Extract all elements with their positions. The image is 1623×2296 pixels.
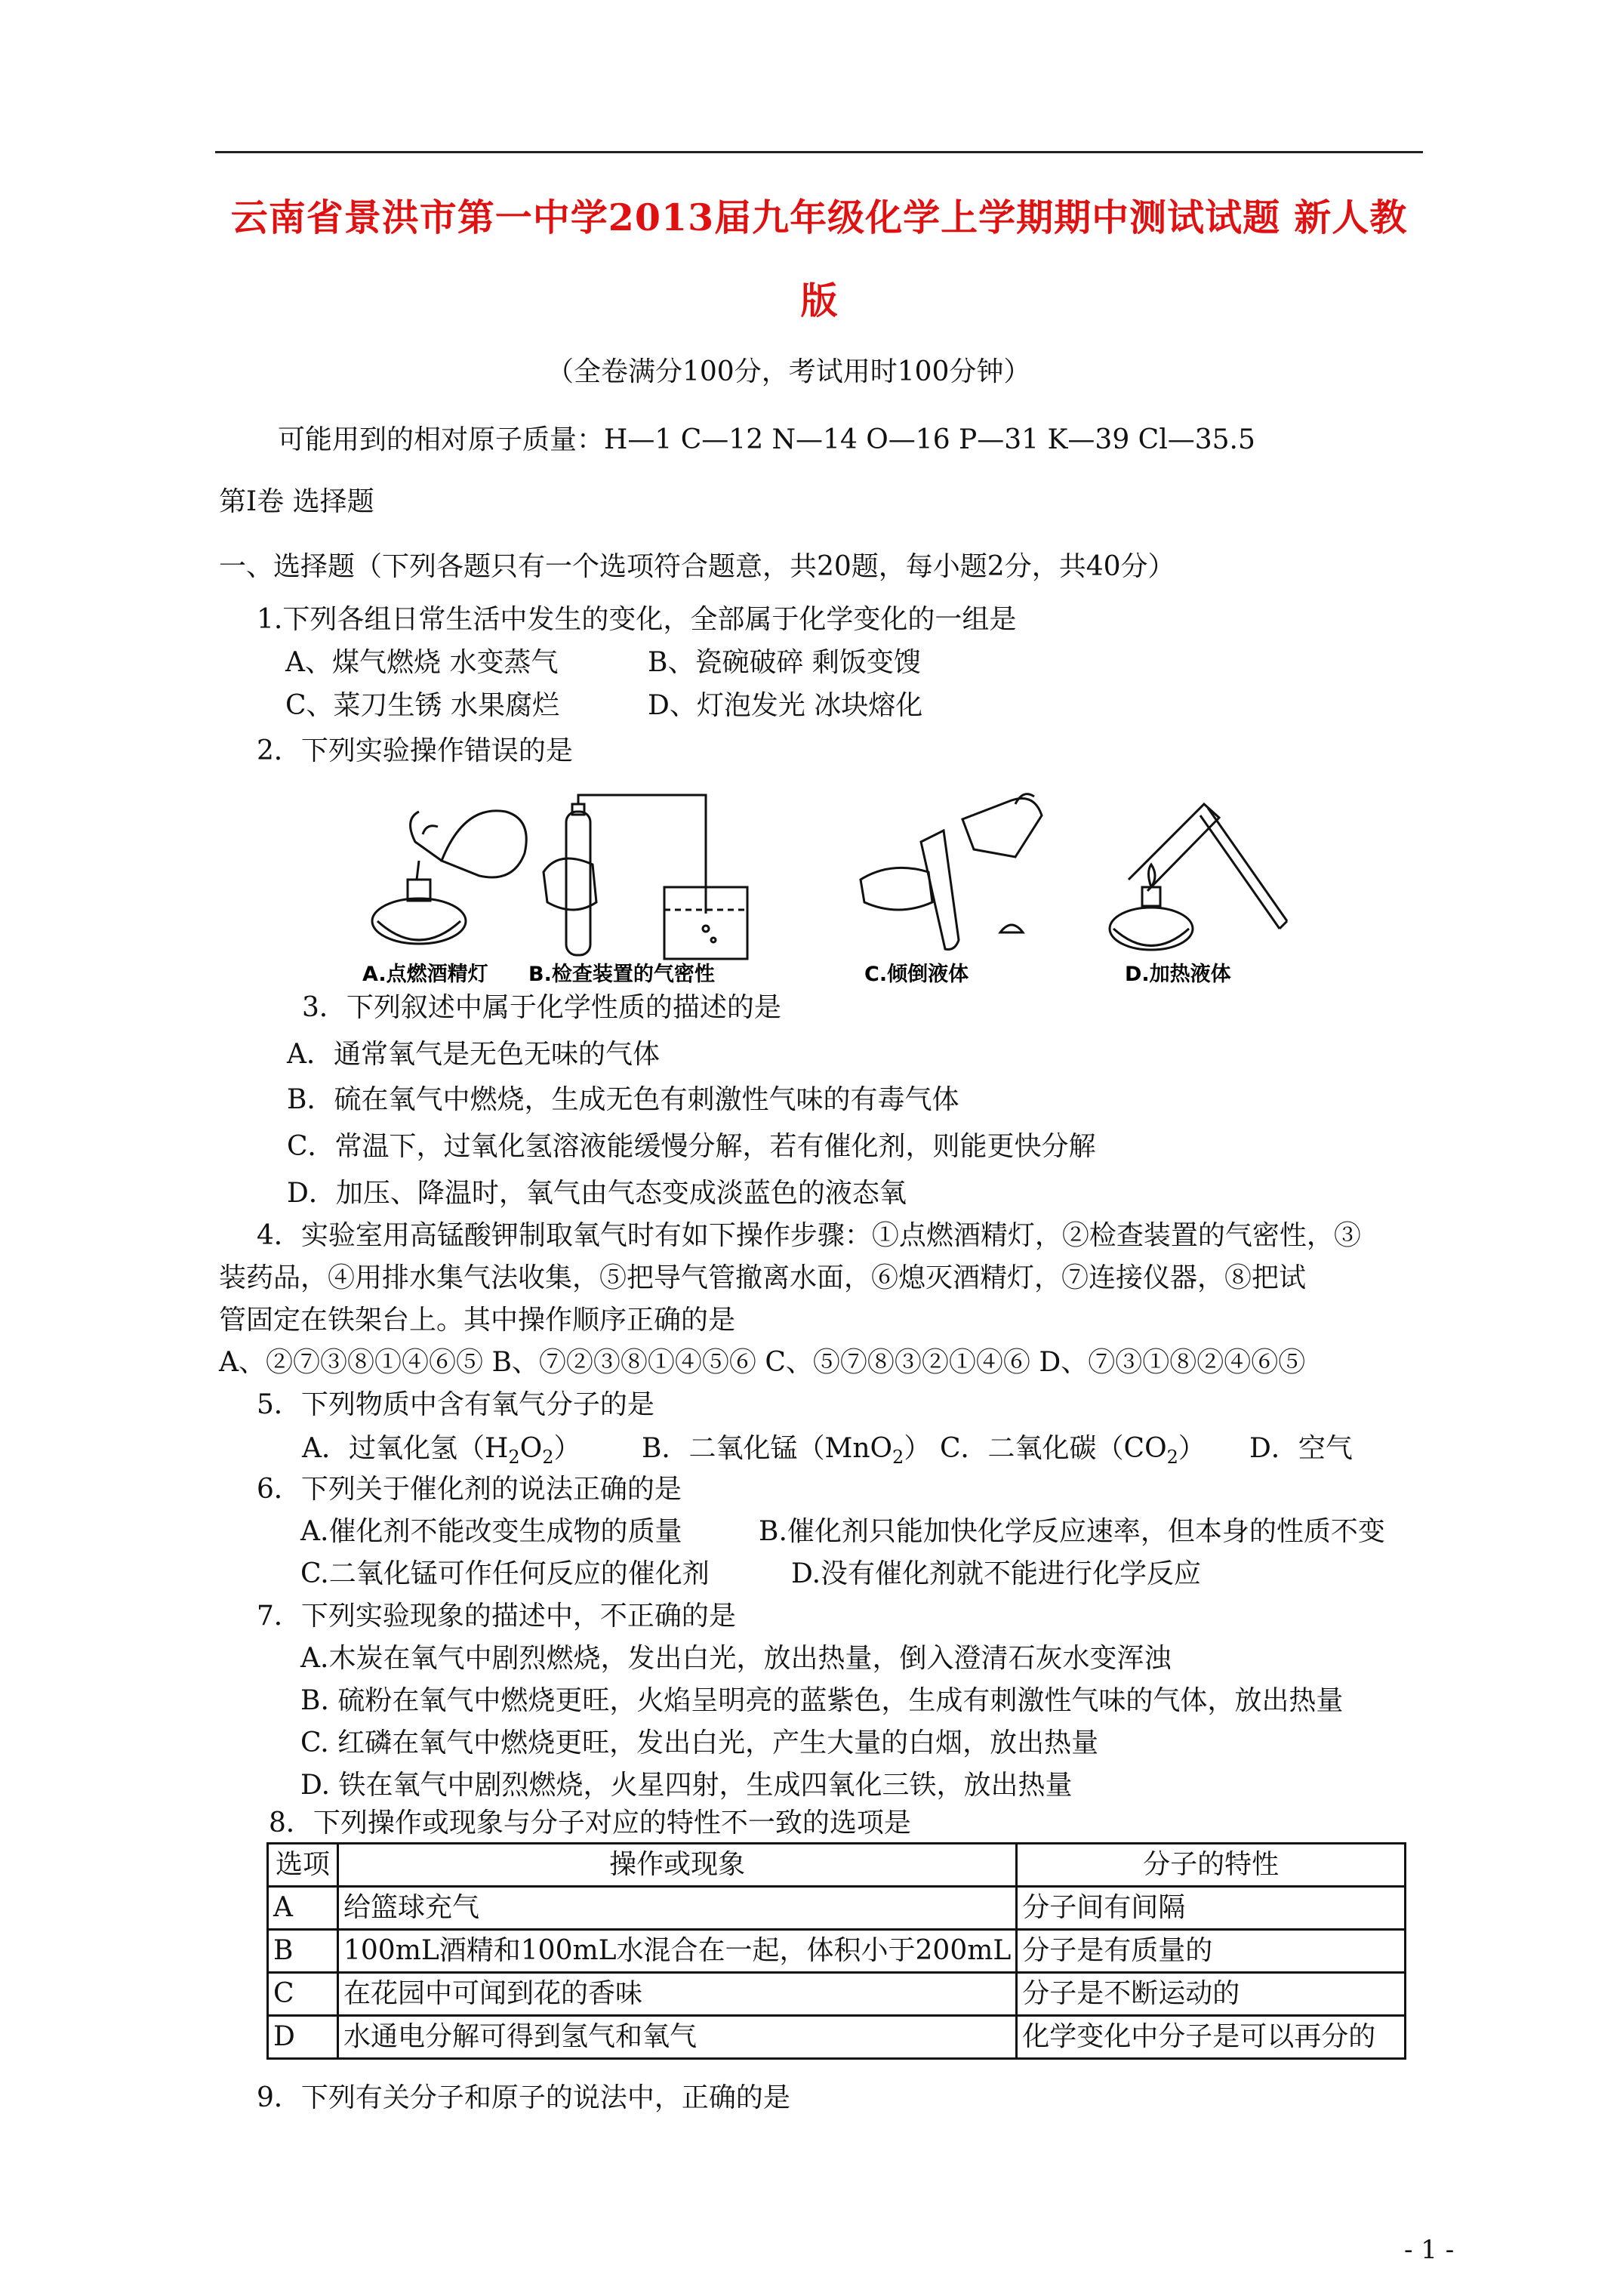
table-row xyxy=(268,1973,1406,2016)
q7-option-b: B. 硫粉在氧气中燃烧更旺，火焰呈明亮的蓝紫色，生成有刺激性气味的气体，放出热量 xyxy=(300,1685,1344,1716)
table-header-cell: 分子的特性 xyxy=(1017,1844,1406,1887)
q6-option-d: D.没有催化剂就不能进行化学反应 xyxy=(791,1558,1202,1589)
section-heading: 第Ⅰ卷 选择题 xyxy=(219,486,374,517)
airtightness-check-icon xyxy=(544,795,747,959)
q9-stem: 9．下列有关分子和原子的说法中，正确的是 xyxy=(257,2082,790,2113)
alcohol-lamp-lighting-icon xyxy=(372,811,526,944)
table-cell: A xyxy=(268,1887,338,1930)
table-cell: D xyxy=(268,2016,338,2059)
table-header-cell: 选项 xyxy=(268,1844,338,1887)
q1-option-b: B、瓷碗破碎 剩饭变馊 xyxy=(648,647,921,678)
q7-option-c: C. 红磷在氧气中燃烧更旺，发出白光，产生大量的白烟，放出热量 xyxy=(300,1727,1099,1758)
q5-option-c: C．二氧化碳$(CO_2)$ xyxy=(940,1433,1206,1469)
q6-option-a: A.催化剂不能改变生成物的质量 xyxy=(300,1516,682,1547)
q6-option-c: C.二氧化锰可作任何反应的催化剂 xyxy=(300,1558,710,1589)
q4-options: A、②⑦③⑧①④⑥⑤ B、⑦②③⑧①④⑤⑥ C、⑤⑦⑧③②①④⑥ D、⑦③①⑧②④⑥⑤ xyxy=(219,1347,1306,1378)
q8-table xyxy=(266,1842,1406,2060)
figure-caption-c: C.倾倒液体 xyxy=(864,963,969,985)
table-cell: 分子间有间隔 xyxy=(1017,1887,1406,1930)
pouring-liquid-icon xyxy=(861,794,1042,950)
q6-stem: 6．下列关于催化剂的说法正确的是 xyxy=(257,1474,682,1505)
table-header-row xyxy=(268,1844,1406,1887)
table-row xyxy=(268,1930,1406,1973)
q7-stem: 7．下列实验现象的描述中，不正确的是 xyxy=(257,1601,736,1632)
q1-option-c: C、菜刀生锈 水果腐烂 xyxy=(285,690,559,721)
table-cell: B xyxy=(268,1930,338,1973)
heating-liquid-icon xyxy=(1110,804,1287,950)
table-cell: C xyxy=(268,1973,338,2016)
q1-option-a: A、煤气燃烧 水变蒸气 xyxy=(285,647,559,678)
q2-lab-operations-figure xyxy=(332,789,1344,985)
q8-stem: 8．下列操作或现象与分子对应的特性不一致的选项是 xyxy=(269,1808,911,1838)
q6-option-b: B.催化剂只能加快化学反应速率，但本身的性质不变 xyxy=(759,1516,1385,1547)
table-header-cell: 操作或现象 xyxy=(338,1844,1017,1887)
table-cell: 100mL酒精和100mL水混合在一起，体积小于200mL xyxy=(338,1930,1017,1973)
exam-subtitle: （全卷满分100分，考试用时100分钟） xyxy=(547,356,1031,387)
figure-caption-b: B.检查装置的气密性 xyxy=(528,963,715,985)
q5-option-b: B．二氧化锰（MnO$_2$） xyxy=(642,1433,932,1469)
q5-stem: 5．下列物质中含有氧气分子的是 xyxy=(257,1389,654,1420)
q4-line-1: 4．实验室用高锰酸钾制取氧气时有如下操作步骤：①点燃酒精灯，②检查装置的气密性，③ xyxy=(257,1220,1361,1251)
q7-option-d: D. 铁在氧气中剧烈燃烧，火星四射，生成四氧化三铁，放出热量 xyxy=(300,1770,1073,1801)
document-title-line-1: 云南省景洪市第一中学2013届九年级化学上学期期中测试试题 新人教 xyxy=(230,196,1408,239)
table-cell: 给篮球充气 xyxy=(338,1887,1017,1930)
table-cell: 在花园中可闻到花的香味 xyxy=(338,1973,1017,2016)
q2-stem: 2．下列实验操作错误的是 xyxy=(257,735,573,766)
table-row xyxy=(268,2016,1406,2059)
table-cell: 分子是有质量的 xyxy=(1017,1930,1406,1973)
header-rule xyxy=(215,151,1423,153)
q3-option-d: D．加压、降温时，氧气由气态变成淡蓝色的液态氧 xyxy=(287,1178,907,1209)
q3-stem: 3．下列叙述中属于化学性质的描述的是 xyxy=(302,992,781,1023)
figure-caption-d: D.加热液体 xyxy=(1125,963,1231,985)
table-cell: 水通电分解可得到氢气和氧气 xyxy=(338,2016,1017,2059)
q3-option-b: B．硫在氧气中燃烧，生成无色有刺激性气味的有毒气体 xyxy=(287,1084,959,1115)
q5-option-d: D．空气 xyxy=(1249,1433,1353,1464)
atomic-masses-line: 可能用到的相对原子质量：H—1 C—12 N—14 O—16 P—31 K—39 Cl—35.5 xyxy=(278,424,1255,455)
page-number: - 1 - xyxy=(1404,2235,1455,2265)
q5-option-a: A．过氧化氢$(H_2O_2)$ xyxy=(302,1433,581,1469)
part1-heading: 一、选择题（下列各题只有一个选项符合题意，共20题，每小题2分，共40分） xyxy=(219,551,1175,582)
q3-option-a: A．通常氧气是无色无味的气体 xyxy=(287,1039,660,1070)
q4-line-3: 管固定在铁架台上。其中操作顺序正确的是 xyxy=(219,1305,736,1336)
figure-caption-a: A.点燃酒精灯 xyxy=(362,963,488,985)
q1-stem: 1.下列各组日常生活中发生的变化，全部属于化学变化的一组是 xyxy=(257,604,1017,635)
q4-line-2: 装药品，④用排水集气法收集，⑤把导气管撤离水面，⑥熄灭酒精灯，⑦连接仪器，⑧把试 xyxy=(219,1262,1307,1293)
table-row xyxy=(268,1887,1406,1930)
q7-option-a: A.木炭在氧气中剧烈燃烧，发出白光，放出热量，倒入澄清石灰水变浑浊 xyxy=(300,1643,1172,1674)
q3-option-c: C．常温下，过氧化氢溶液能缓慢分解，若有催化剂，则能更快分解 xyxy=(287,1131,1096,1162)
table-cell: 化学变化中分子是可以再分的 xyxy=(1017,2016,1406,2059)
table-cell: 分子是不断运动的 xyxy=(1017,1973,1406,2016)
lab-illustrations-svg xyxy=(332,789,1344,985)
document-title-line-2: 版 xyxy=(800,279,838,322)
q1-option-d: D、灯泡发光 冰块熔化 xyxy=(648,690,923,721)
